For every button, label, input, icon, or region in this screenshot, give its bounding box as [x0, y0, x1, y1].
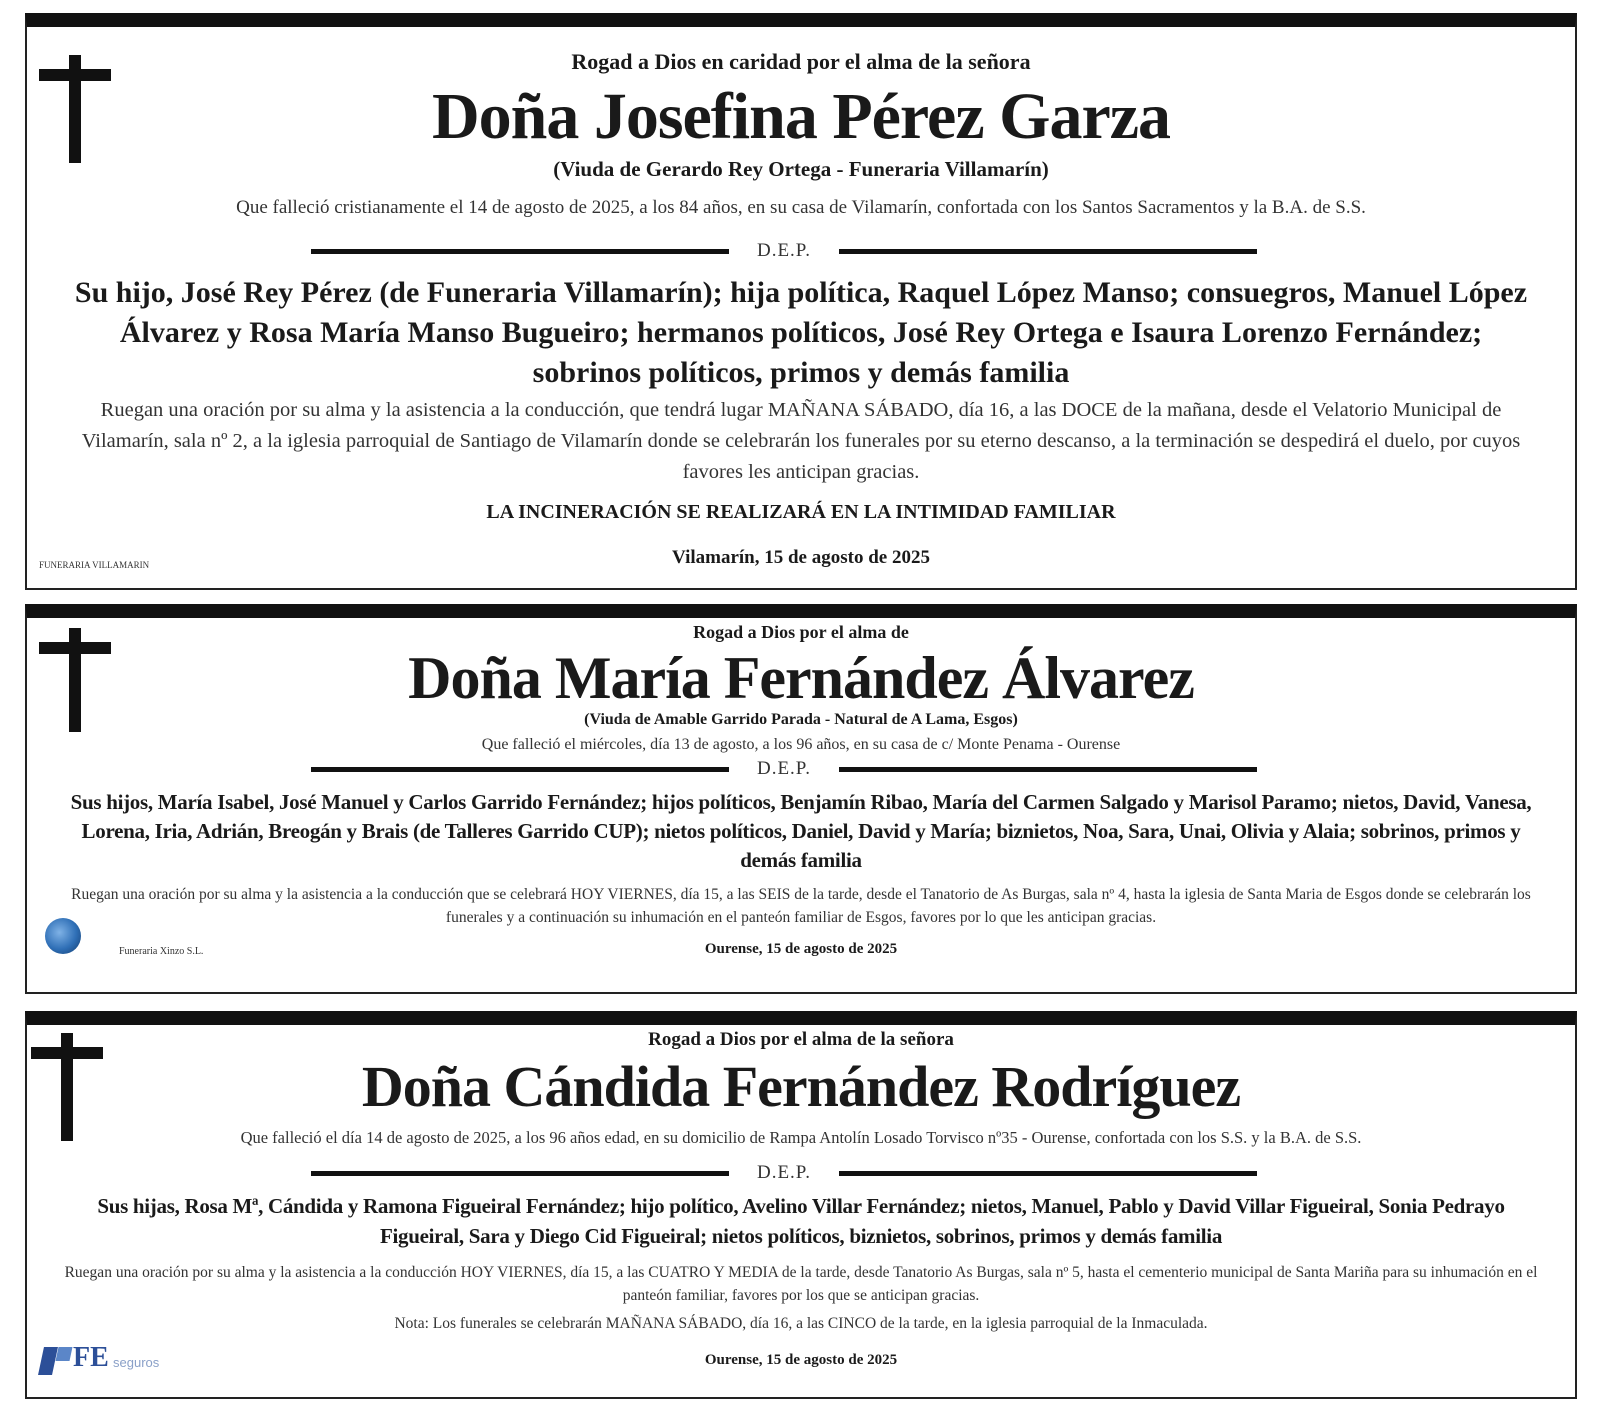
place-date: Ourense, 15 de agosto de 2025 — [704, 1352, 898, 1368]
dep-divider — [27, 240, 1575, 262]
family-list: Su hijo, José Rey Pérez (de Funeraria Villamarín); hija política, Raquel López Manso; consuegros, Manuel López Álvarez y Rosa María Manso Bugueiro; hermanos políticos, José Rey Ortega e Isaura Lorenzo Fernández; sobrinos políticos, primos y demás familia — [74, 276, 1528, 389]
funeral-home-logo-icon — [45, 918, 81, 954]
cremation-note: LA INCINERACIÓN SE REALIZARÁ EN LA INTIMIDAD FAMILIAR — [486, 501, 1116, 523]
obituary-notice-3 — [25, 1011, 1577, 1399]
deceased-name: Doña María Fernández Álvarez — [408, 645, 1194, 711]
notice-header: Rogad a Dios en caridad por el alma de la señora — [571, 49, 1031, 74]
notice-subtitle: (Viuda de Gerardo Rey Ortega - Funeraria Villamarín) — [553, 157, 1049, 181]
service-request: Ruegan una oración por su alma y la asistencia a la conducción que se celebrará HOY VIERNES, día 15, a las SEIS de la tarde, desde el Tanatorio de As Burgas, sala nº 4, hasta la iglesia de Santa Maria de Esgos donde se celebrarán los funerales y a continuación su inhumación en el panteón familiar de Esgos, favores por lo que les anticipan gracias. — [71, 886, 1531, 926]
family-list: Sus hijos, María Isabel, José Manuel y Carlos Garrido Fernández; hijos políticos, Benjamín Ribao, María del Carmen Salgado y Marisol Paramo; nietos, David, Vanesa, Lorena, Iria, Adrián, Breogán y Brais (de Talleres Garrido CUP); nietos políticos, Daniel, David y María; biznietos, Noa, Sara, Unai, Olivia y Alaia; sobrinos, primos y demás familia — [70, 790, 1532, 872]
deceased-name: Doña Josefina Pérez Garza — [431, 80, 1171, 153]
death-details: Que falleció el miércoles, día 13 de agosto, a los 96 años, en su casa de c/ Monte Penama - Ourense — [481, 736, 1121, 753]
dep-label: D.E.P. — [756, 758, 812, 779]
death-details: Que falleció el día 14 de agosto de 2025, a los 96 años edad, en su domicilio de Rampa Antolín Losado Torvisco nº35 - Ourense, confortada con los S.S. y la B.A. de S.S. — [240, 1128, 1362, 1147]
place-date: Ourense, 15 de agosto de 2025 — [704, 941, 898, 957]
notice-subtitle: (Viuda de Amable Garrido Parada - Natural de A Lama, Esgos) — [584, 711, 1018, 728]
dep-divider — [27, 1162, 1575, 1184]
logo-brand: FE — [73, 1342, 109, 1373]
funeral-note: Nota: Los funerales se celebrarán MAÑANA SÁBADO, día 16, a las CINCO de la tarde, en la iglesia parroquial de la Inmaculada. — [394, 1315, 1208, 1332]
obituary-notice-1 — [25, 13, 1577, 590]
funeral-home-label: FUNERARIA VILLAMARIN — [39, 560, 150, 570]
service-request: Ruegan una oración por su alma y la asistencia a la conducción, que tendrá lugar MAÑANA SÁBADO, día 16, a las DOCE de la mañana, desde el Velatorio Municipal de Vilamarín, sala nº 2, a la iglesia parroquial de Santiago de Vilamarín donde se celebrarán los funerales por su eterno descanso, a la terminación se despedirá el duelo, por cuyos favores les anticipan gracias. — [81, 399, 1521, 483]
service-request: Ruegan una oración por su alma y la asistencia a la conducción HOY VIERNES, día 15, a las CUATRO Y MEDIA de la tarde, desde Tanatorio As Burgas, sala nº 5, hasta el cementerio municipal de Santa Mariña para su inhumación en el panteón familiar, favores por los que se anticipan gracias. — [64, 1264, 1538, 1304]
obituary-notice-2 — [25, 604, 1577, 994]
notice-header: Rogad a Dios por el alma de — [693, 622, 909, 642]
logo-brand-sub: seguros — [113, 1355, 160, 1370]
deceased-name: Doña Cándida Fernández Rodríguez — [361, 1054, 1241, 1119]
family-list: Sus hijas, Rosa Mª, Cándida y Ramona Figueiral Fernández; hijo político, Avelino Villar Fernández; nietos, Manuel, Pablo y David Villar Figueiral, Sonia Pedrayo Figueiral, Sara y Diego Cid Figueiral; nietos políticos, biznietos, sobrinos, primos y demás familia — [97, 1194, 1505, 1248]
fe-seguros-logo-icon — [41, 1343, 75, 1379]
funeral-home-label: Funeraria Xinzo S.L. — [119, 946, 204, 957]
notice-header: Rogad a Dios por el alma de la señora — [648, 1029, 954, 1050]
dep-label: D.E.P. — [756, 1162, 812, 1183]
death-details: Que falleció cristianamente el 14 de agosto de 2025, a los 84 años, en su casa de Vilamarín, confortada con los Santos Sacramentos y la B.A. de S.S. — [236, 197, 1366, 218]
dep-divider — [27, 758, 1575, 780]
place-date: Vilamarín, 15 de agosto de 2025 — [672, 547, 930, 568]
dep-label: D.E.P. — [756, 240, 812, 261]
